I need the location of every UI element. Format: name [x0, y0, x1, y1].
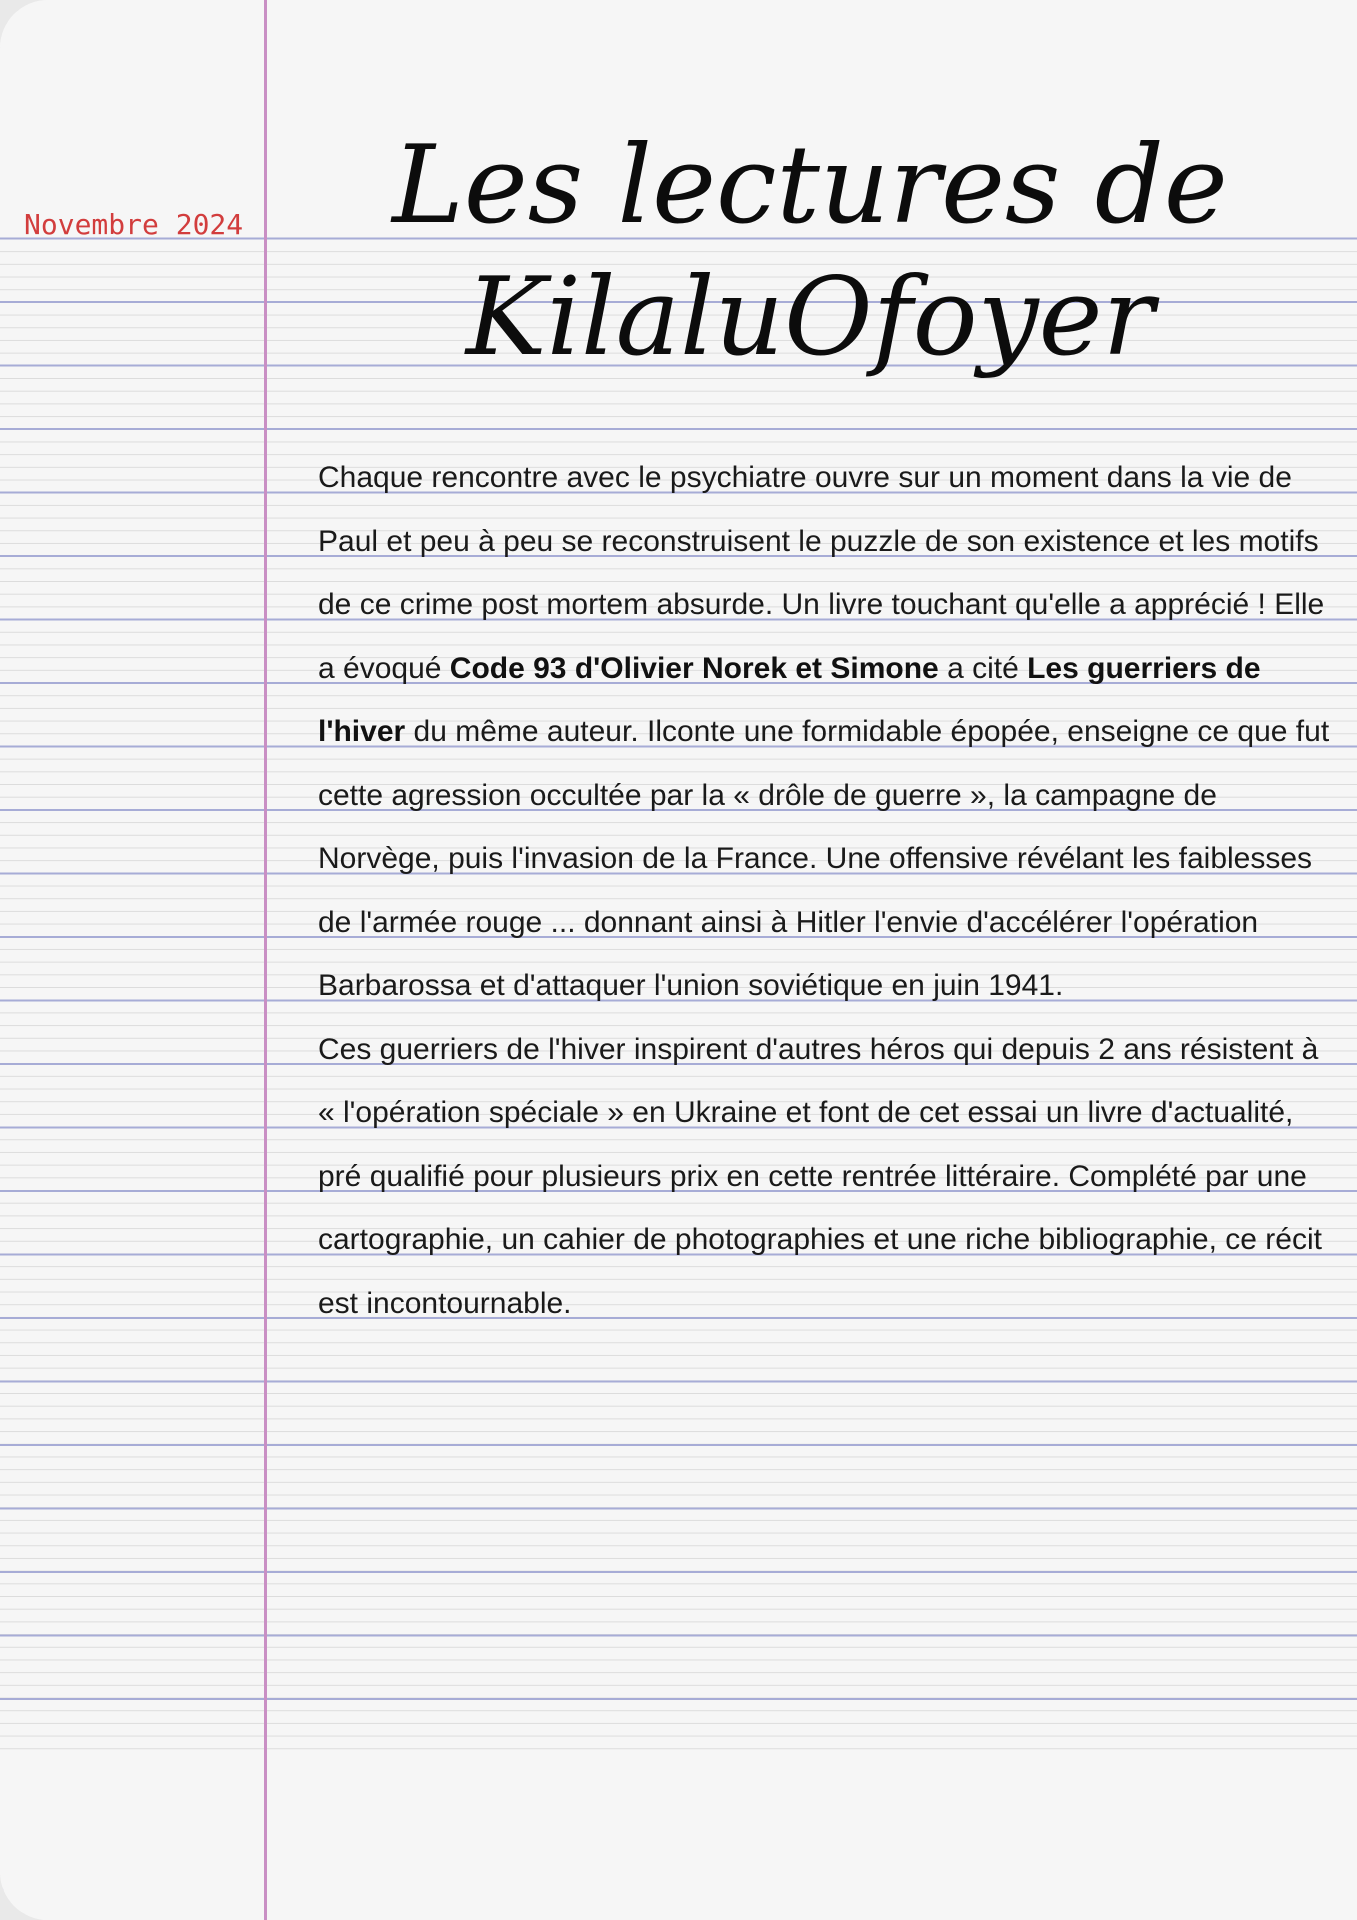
margin-line [264, 0, 267, 1920]
book-title-code-93: Code 93 d'Olivier Norek et Simone [449, 651, 939, 685]
page-footer-area [0, 1750, 1357, 1920]
paragraph-1-text-a: Chaque rencontre avec le psychiatre ouvre sur un moment dans la vie de Paul et peu à peu se reconstruisent le puzzle de son existence et les motifs de ce crime post mortem absurde. Un livre touchant qu'elle a apprécié ! Elle a évoqué [318, 461, 1325, 685]
issue-date: Novembre 2024 [24, 208, 244, 241]
title-line-1: Les lectures de [392, 123, 1228, 248]
page-title [330, 120, 1290, 384]
book-title-guerriers: Les guerriers de l'hiver [318, 651, 1261, 748]
paragraph-2: Ces guerriers de l'hiver inspirent d'autres héros qui depuis 2 ans résistent à « l'opération spéciale » en Ukraine et font de cet essai un livre d'actualité, pré qualifié pour plusieurs prix en cette rentrée littéraire. Complété par une cartographie, un cahier de photographies et une riche bibliographie, ce récit est incontournable. [318, 1032, 1322, 1320]
paragraph-1-text-c: du même auteur. Ilconte une formidable épopée, enseigne ce que fut cette agression occultée par la « drôle de guerre », la campagne de Norvège, puis l'invasion de la France. Une offensive révélant les faiblesses de l'armée rouge ... donnant ainsi à Hitler l'envie d'accélérer l'opération Barbarossa et d'attaquer l'union soviétique en juin 1941. [318, 715, 1330, 1002]
article-body [318, 446, 1340, 1335]
paragraph-1-text-b: a cité [938, 651, 1028, 685]
title-line-2: KilaluOfoyer [465, 255, 1155, 380]
paragraph-1 [318, 446, 1340, 1018]
